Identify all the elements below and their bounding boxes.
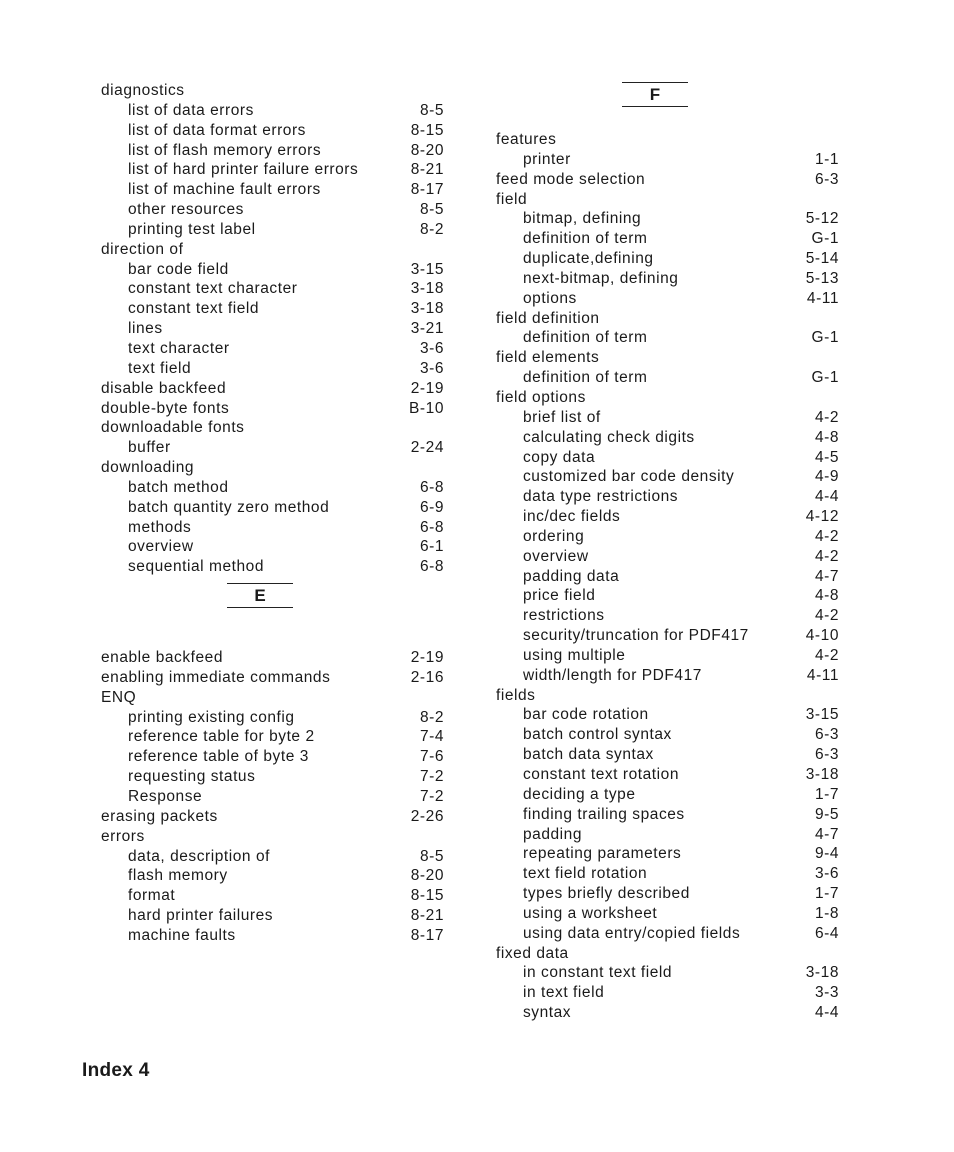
index-subentry [101,498,444,518]
page-reference: 8-15 [410,121,444,139]
index-term: using a worksheet [523,904,658,922]
index-entry [101,379,444,399]
page-reference: 8-5 [419,847,444,865]
index-term: lines [128,320,163,338]
section-divider-f [496,81,839,130]
page-reference: 4-8 [814,587,839,605]
page-reference: 2-19 [410,379,444,397]
index-entry [101,827,444,847]
page-reference: 8-2 [419,708,444,726]
index-term: format [128,887,176,905]
index-subentry [496,209,839,229]
page-reference: 6-1 [419,538,444,556]
index-term: downloading [101,459,195,477]
index-subentry [101,339,444,359]
index-term: field [496,190,528,208]
index-term: deciding a type [523,785,636,803]
index-subentry [101,359,444,379]
index-term: copy data [523,448,596,466]
page-reference: 4-2 [814,408,839,426]
index-term: definition of term [523,369,648,387]
index-subentry [496,705,839,725]
index-term: diagnostics [101,82,185,99]
index-term: sequential method [128,558,265,576]
index-subentry [496,507,839,527]
page-reference: 3-3 [814,984,839,1002]
index-term: list of data errors [128,101,254,119]
index-term: field options [496,388,586,406]
page-reference: 6-3 [814,726,839,744]
page-reference: 6-9 [419,498,444,516]
index-entry [101,807,444,827]
index-subentry [496,467,839,487]
page-reference: G-1 [811,329,839,347]
page-reference: 4-5 [814,448,839,466]
index-term: other resources [128,201,244,219]
index-term: inc/dec fields [523,508,621,526]
index-term: hard printer failures [128,907,274,925]
index-subentry [496,725,839,745]
index-term: padding data [523,567,620,585]
index-term: next-bitmap, defining [523,269,679,287]
index-subentry [101,220,444,240]
index-term: machine faults [128,926,236,944]
index-term: methods [128,518,192,536]
index-entries-d [101,81,444,577]
index-subentry [496,606,839,626]
index-term: brief list of [523,408,601,426]
index-term: padding [523,825,583,843]
index-column-right [496,81,839,1023]
page-reference: 4-12 [805,508,839,526]
index-term: duplicate,defining [523,250,654,268]
index-term: types briefly described [523,885,690,903]
page-reference: 1-7 [814,785,839,803]
page-reference: 7-2 [419,768,444,786]
index-term: errors [101,827,145,845]
index-subentry [101,886,444,906]
index-term: enabling immediate commands [101,668,331,686]
index-term: text field rotation [523,865,648,883]
index-term: printing test label [128,220,256,238]
index-entries-e [101,648,444,946]
index-term: overview [523,547,589,565]
page-reference: 2-26 [410,807,444,825]
section-letter-e: E [227,583,293,608]
index-entry [496,348,839,368]
index-term: bitmap, defining [523,210,642,228]
index-term: ENQ [101,688,137,706]
page-reference: 5-12 [805,210,839,228]
page-reference: 8-21 [410,907,444,925]
index-subentry [101,537,444,557]
index-subentry [101,708,444,728]
index-subentry [101,438,444,458]
page-reference: 6-8 [419,518,444,536]
index-term: syntax [523,1004,572,1022]
page-reference: 2-19 [410,649,444,667]
index-subentry [496,428,839,448]
index-subentry [101,141,444,161]
index-term: constant text field [128,300,260,318]
index-subentry [496,805,839,825]
index-term: data type restrictions [523,488,679,506]
index-term: fields [496,686,536,704]
page-reference: 4-7 [814,825,839,843]
index-subentry [101,478,444,498]
index-subentry [496,844,839,864]
index-term: direction of [101,240,184,258]
index-subentry [496,368,839,388]
index-subentry [496,586,839,606]
index-subentry [496,785,839,805]
index-subentry [496,626,839,646]
page-reference: 4-4 [814,1004,839,1022]
index-term: in text field [523,984,605,1002]
index-subentry [101,787,444,807]
page-reference: 8-17 [410,926,444,944]
index-entry [496,170,839,190]
index-term: list of data format errors [128,121,306,139]
page-reference: B-10 [409,399,444,417]
index-term: list of machine fault errors [128,181,321,199]
page-reference: 2-16 [410,668,444,686]
page-reference: 5-13 [805,269,839,287]
index-term: restrictions [523,607,605,625]
page-reference: 4-2 [814,527,839,545]
page-reference: 4-11 [806,289,839,307]
index-entry [496,130,839,150]
index-term: width/length for PDF417 [523,666,702,684]
index-term: text character [128,339,230,357]
page-reference: 3-18 [805,964,839,982]
page-reference: G-1 [811,369,839,387]
index-subentry [101,279,444,299]
page-reference: 8-15 [410,887,444,905]
page-reference: 8-21 [410,161,444,179]
page-reference: 6-3 [814,170,839,188]
index-subentry [101,866,444,886]
index-subentry [496,864,839,884]
index-subentry [101,121,444,141]
index-term: printing existing config [128,708,295,726]
index-term: ordering [523,527,585,545]
page-reference: 3-6 [814,865,839,883]
page-reference: 8-20 [410,867,444,885]
index-entry [496,190,839,210]
page-reference: 6-3 [814,746,839,764]
index-subentry [101,319,444,339]
index-entry [496,309,839,329]
index-subentry [496,646,839,666]
index-entry [101,668,444,688]
index-subentry [496,328,839,348]
section-divider-e [101,583,444,648]
page-reference: 3-15 [805,706,839,724]
index-subentry [101,767,444,787]
index-term: security/truncation for PDF417 [523,627,749,645]
page-reference: 2-24 [410,439,444,457]
index-entry [496,944,839,964]
page-reference: 5-14 [805,250,839,268]
page-reference: 3-18 [410,280,444,298]
index-term: calculating check digits [523,428,695,446]
index-subentry [496,765,839,785]
index-subentry [101,847,444,867]
index-entry [101,458,444,478]
index-term: printer [523,150,571,168]
index-term: repeating parameters [523,845,682,863]
index-term: field definition [496,309,600,327]
page-reference: 4-7 [814,567,839,585]
index-term: overview [128,538,194,556]
index-entry [101,688,444,708]
index-subentry [496,963,839,983]
index-entry [101,648,444,668]
index-term: reference table for byte 2 [128,728,315,746]
page-reference: 4-10 [805,627,839,645]
index-term: using multiple [523,646,626,664]
index-term: features [496,131,557,148]
page-reference: 8-17 [410,181,444,199]
page-reference: 3-15 [410,260,444,278]
index-term: feed mode selection [496,170,646,188]
index-subentry [101,101,444,121]
page-reference: 6-8 [419,478,444,496]
index-subentry [496,150,839,170]
page-footer: Index 4 [82,1060,150,1081]
index-term: constant text character [128,280,298,298]
index-entries-f [496,130,839,1023]
page-reference: 7-4 [419,728,444,746]
index-subentry [101,200,444,220]
index-term: price field [523,587,596,605]
index-subentry [101,557,444,577]
index-subentry [496,825,839,845]
index-term: double-byte fonts [101,399,230,417]
index-term: bar code rotation [523,706,649,724]
index-term: enable backfeed [101,649,224,667]
index-subentry [496,408,839,428]
index-subentry [101,727,444,747]
index-term: requesting status [128,768,256,786]
index-term: using data entry/copied fields [523,924,741,942]
index-subentry [101,180,444,200]
section-letter-f: F [622,82,688,107]
index-subentry [496,289,839,309]
index-term: buffer [128,439,171,457]
index-entry [496,388,839,408]
index-term: field elements [496,349,600,367]
index-subentry [496,1003,839,1023]
index-subentry [496,269,839,289]
index-term: fixed data [496,944,569,962]
index-term: list of hard printer failure errors [128,161,359,179]
index-term: downloadable fonts [101,419,245,437]
index-subentry [101,260,444,280]
page-reference: 9-5 [814,805,839,823]
page-reference: 9-4 [814,845,839,863]
index-term: options [523,289,577,307]
page-reference: 4-4 [814,488,839,506]
index-term: list of flash memory errors [128,141,322,159]
index-subentry [496,666,839,686]
index-term: erasing packets [101,807,218,825]
index-subentry [496,567,839,587]
index-term: batch quantity zero method [128,498,330,516]
page-reference: 8-5 [419,101,444,119]
index-subentry [496,229,839,249]
index-entry [101,418,444,438]
page-reference: 4-11 [806,666,839,684]
index-subentry [496,487,839,507]
index-entry [101,240,444,260]
page-reference: 3-6 [419,339,444,357]
page-reference: G-1 [811,230,839,248]
index-subentry [101,518,444,538]
index-subentry [496,527,839,547]
index-subentry [496,547,839,567]
page-reference: 3-18 [805,766,839,783]
index-term: reference table of byte 3 [128,748,309,766]
index-term: bar code field [128,260,229,278]
page-reference: 3-21 [410,320,444,338]
index-term: data, description of [128,847,270,865]
index-entry [101,399,444,419]
page-reference: 3-18 [410,300,444,318]
index-subentry [496,448,839,468]
page-reference: 4-8 [814,428,839,446]
page-reference: 1-1 [814,150,839,168]
index-entry [101,81,444,101]
index-subentry [101,747,444,767]
page-reference: 4-2 [814,646,839,664]
index-term: definition of term [523,329,648,347]
index-term: flash memory [128,867,228,885]
page-reference: 8-2 [419,220,444,238]
index-column-left [101,81,444,946]
index-term: constant text rotation [523,766,679,783]
index-subentry [496,904,839,924]
page-reference: 1-7 [814,885,839,903]
page-reference: 6-4 [814,924,839,942]
index-term: in constant text field [523,964,673,982]
index-term: batch control syntax [523,726,672,744]
page-reference: 4-2 [814,547,839,565]
index-term: disable backfeed [101,379,227,397]
page-reference: 4-9 [814,468,839,486]
index-term: finding trailing spaces [523,805,685,823]
index-subentry [101,299,444,319]
index-term: definition of term [523,230,648,248]
page-reference: 8-5 [419,201,444,219]
page-reference: 1-8 [814,904,839,922]
index-subentry [101,160,444,180]
index-entry [496,686,839,706]
index-subentry [496,884,839,904]
index-subentry [496,249,839,269]
index-term: customized bar code density [523,468,735,486]
index-subentry [496,924,839,944]
index-subentry [101,926,444,946]
index-term: Response [128,788,203,805]
index-subentry [101,906,444,926]
page-reference: 8-20 [410,141,444,159]
page-reference: 7-6 [419,748,444,766]
page-reference: 3-6 [419,359,444,377]
index-subentry [496,745,839,765]
page-reference: 4-2 [814,607,839,625]
index-term: batch data syntax [523,746,654,764]
page-reference: 7-2 [419,788,444,805]
page-reference: 6-8 [419,558,444,576]
index-term: batch method [128,478,229,496]
index-term: text field [128,359,192,377]
index-subentry [496,983,839,1003]
